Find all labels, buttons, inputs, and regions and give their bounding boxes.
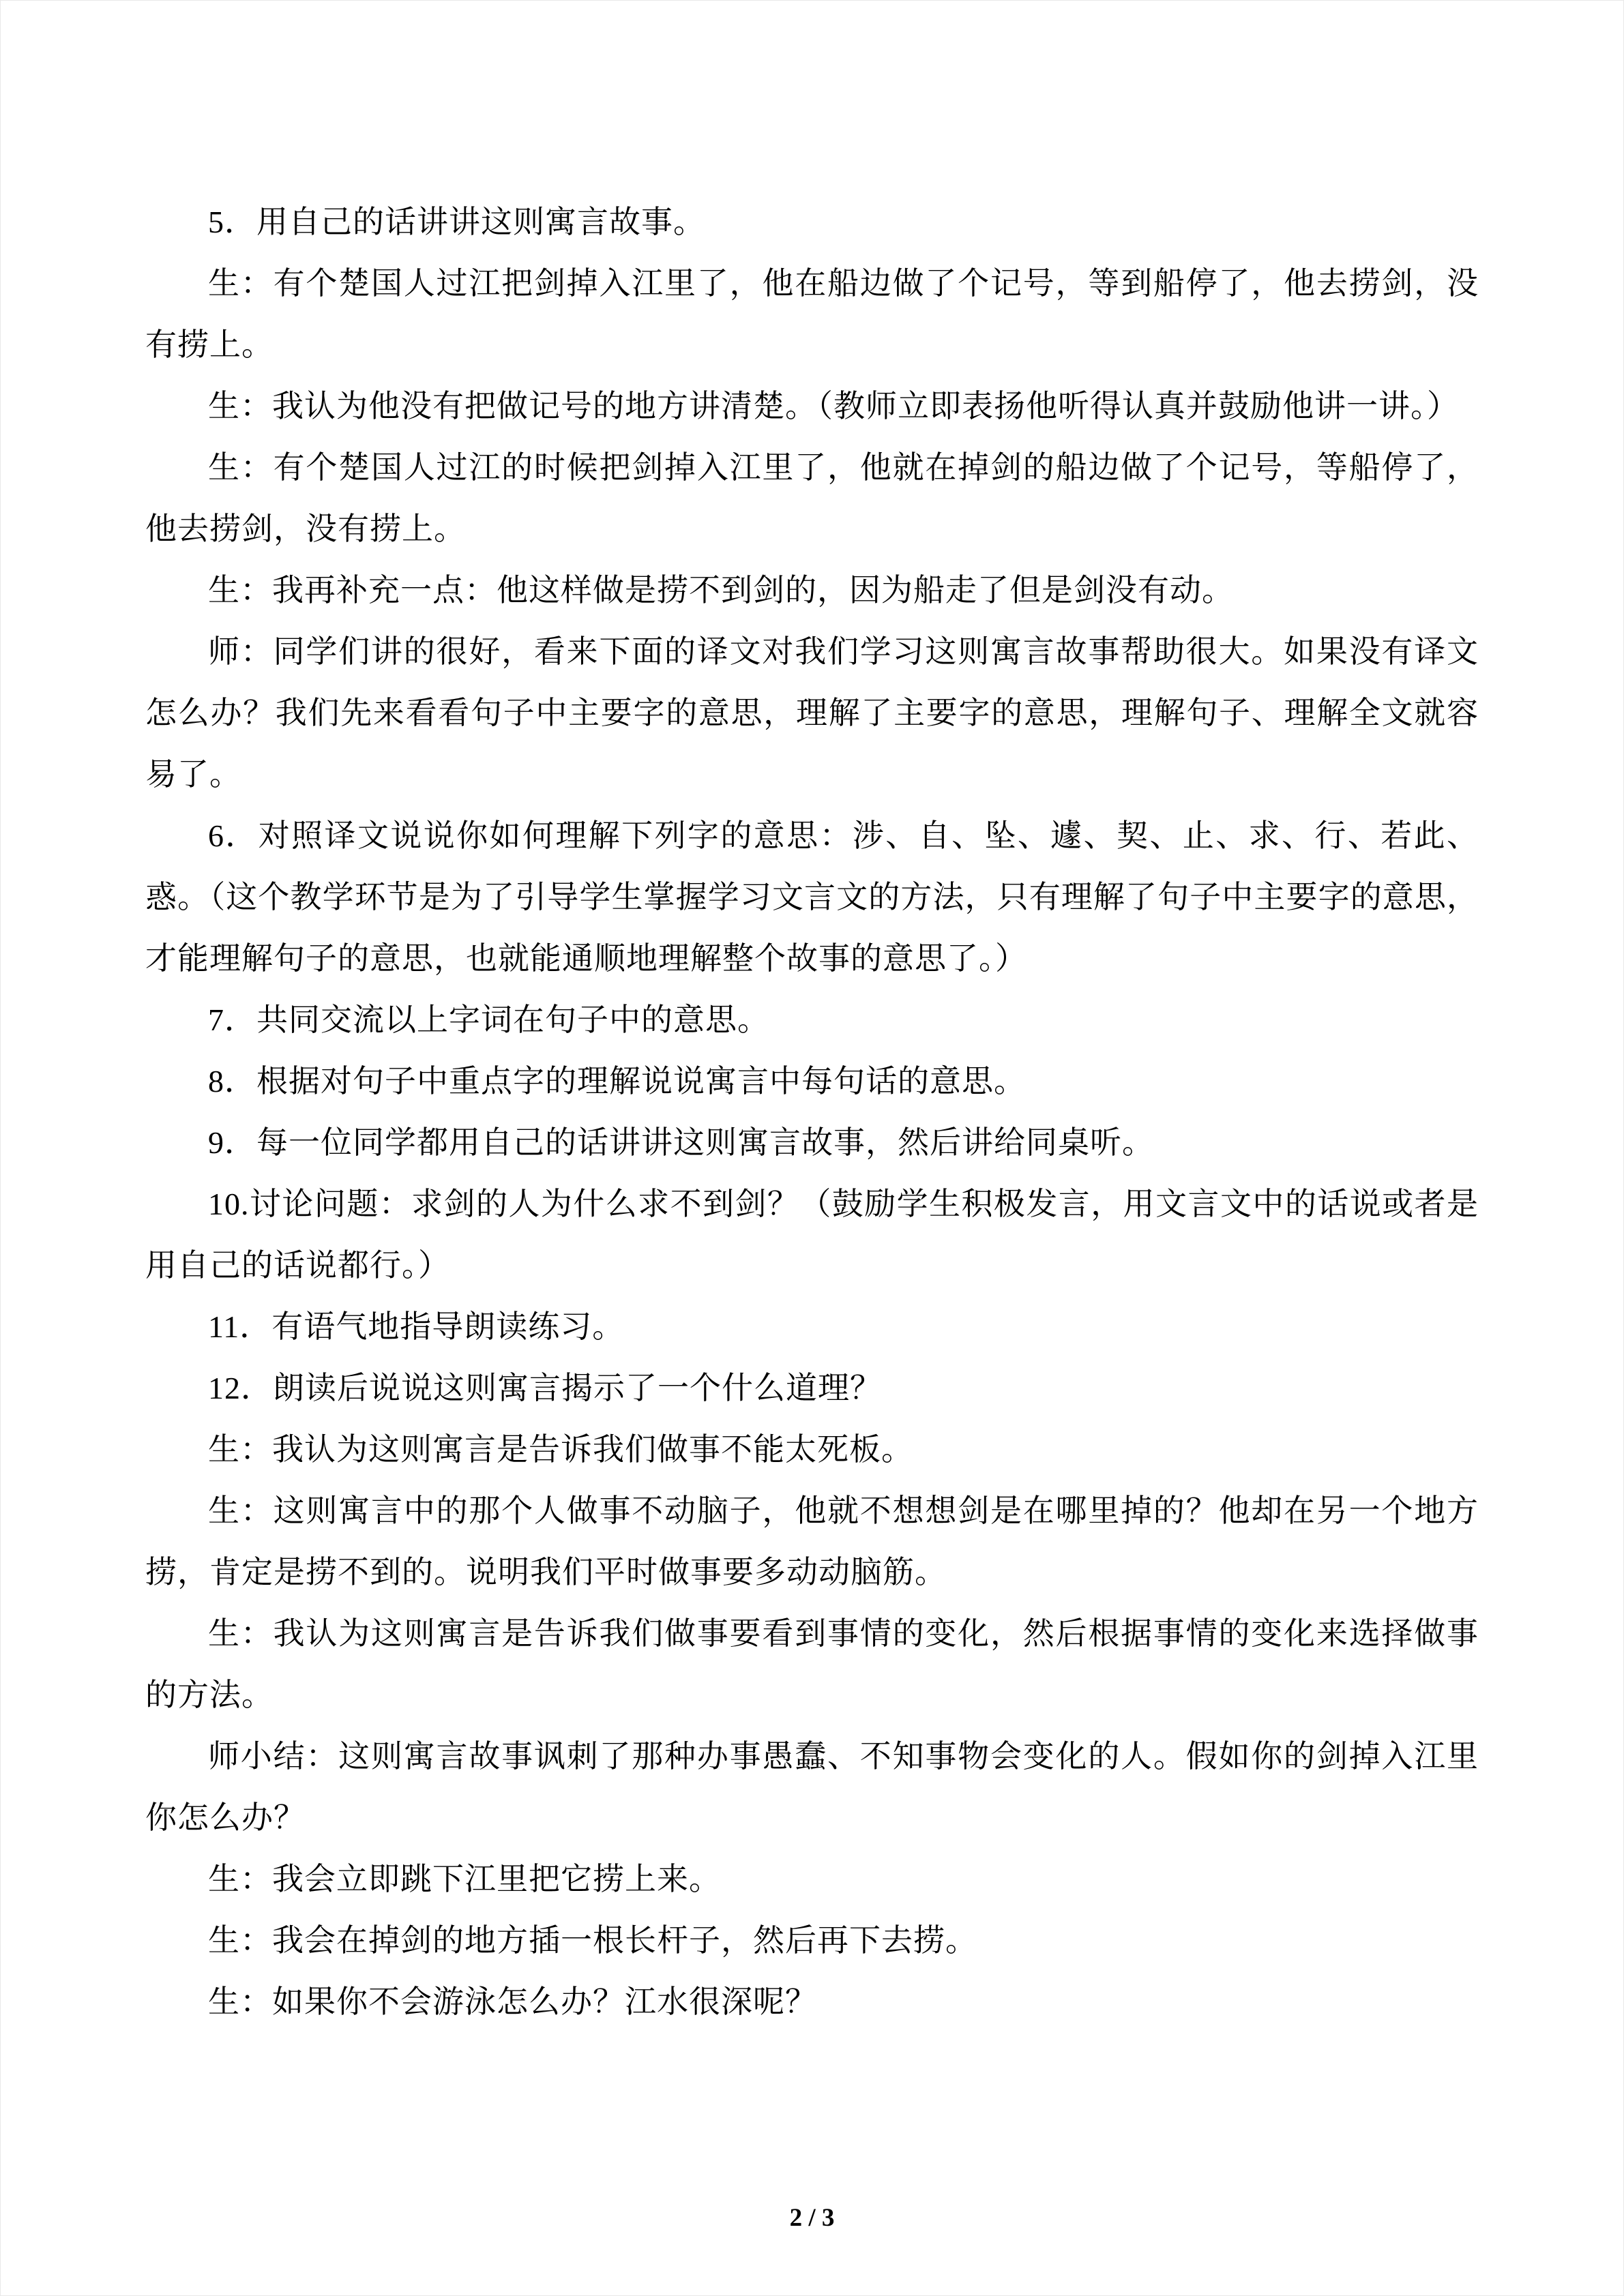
paragraph: 8．根据对句子中重点字的理解说说寓言中每句话的意思。 — [208, 1064, 1026, 1099]
paragraph: 生：我认为这则寓言是告诉我们做事不能太死板。 — [208, 1432, 913, 1467]
paragraph: 12．朗读后说说这则寓言揭示了一个什么道理？ — [208, 1371, 882, 1405]
paragraph: 7．共同交流以上字词在句子中的意思。 — [208, 1002, 769, 1037]
paragraph: 5．用自己的话讲讲这则寓言故事。 — [208, 205, 705, 239]
paragraph: 10.讨论问题：求剑的人为什么求不到剑？（鼓励学生积极发言，用文言文中的话说或者是用自己的话说都行。） — [145, 1187, 1479, 1283]
paragraph: 生：这则寓言中的那个人做事不动脑子，他就不想想剑是在哪里掉的？他却在另一个地方捞，肯定是捞不到的。说明我们平时做事要多动动脑筋。 — [145, 1493, 1479, 1590]
paragraph: 生：我会立即跳下江里把它捞上来。 — [208, 1862, 721, 1896]
paragraph: 生：有个楚国人过江的时候把剑掉入江里了，他就在掉剑的船边做了个记号，等船停了，他去捞剑，没有捞上。 — [145, 450, 1479, 546]
paragraph: 生：有个楚国人过江把剑掉入江里了，他在船边做了个记号，等到船停了，他去捞剑，没有捞上。 — [145, 266, 1479, 362]
paragraph: 师：同学们讲的很好，看来下面的译文对我们学习这则寓言故事帮助很大。如果没有译文怎么办？我们先来看看句子中主要字的意思，理解了主要字的意思，理解句子、理解全文就容易了。 — [145, 634, 1479, 792]
paragraph: 师小结：这则寓言故事讽刺了那种办事愚蠢、不知事物会变化的人。假如你的剑掉入江里你怎么办？ — [145, 1739, 1479, 1835]
page-number: 2 / 3 — [789, 2204, 835, 2232]
paragraph: 生：我会在掉剑的地方插一根长杆子，然后再下去捞。 — [208, 1923, 977, 1958]
paragraph: 9．每一位同学都用自己的话讲讲这则寓言故事，然后讲给同桌听。 — [208, 1125, 1154, 1160]
paragraph: 生：我认为这则寓言是告诉我们做事要看到事情的变化，然后根据事情的变化来选择做事的方法。 — [145, 1616, 1479, 1712]
paragraph: 生：我认为他没有把做记号的地方讲清楚。（教师立即表扬他听得认真并鼓励他讲一讲。） — [208, 389, 1459, 423]
paragraph: 6．对照译文说说你如何理解下列字的意思：涉、自、坠、遽、契、止、求、行、若此、惑。（这个教学环节是为了引导学生掌握学习文言文的方法，只有理解了句子中主要字的意思，才能理解句子的意思，也就能通顺地理解整个故事的意思了。） — [145, 818, 1479, 976]
paragraph: 生：如果你不会游泳怎么办？江水很深呢？ — [208, 1984, 817, 2019]
document-body — [145, 192, 1479, 2033]
paragraph: 生：我再补充一点：他这样做是捞不到剑的，因为船走了但是剑没有动。 — [208, 573, 1234, 608]
paragraph: 11．有语气地指导朗读练习。 — [208, 1309, 625, 1344]
